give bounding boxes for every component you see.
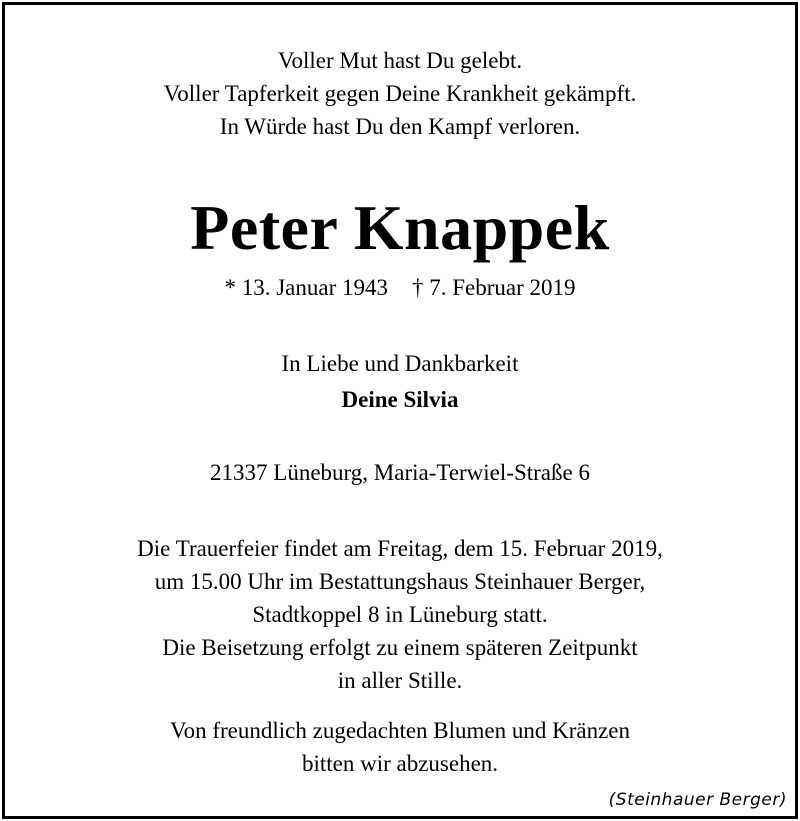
death-date: † 7. Februar 2019: [412, 275, 576, 300]
funeral-home-signature: (Steinhauer Berger): [608, 790, 787, 810]
service-line: Die Trauerfeier findet am Freitag, dem 15. Februar 2019,: [137, 536, 663, 561]
intro-line: In Würde hast Du den Kampf verloren.: [219, 114, 581, 139]
address: 21337 Lüneburg, Maria-Terwiel-Straße 6: [210, 460, 590, 485]
obituary-notice: [2, 2, 798, 819]
service-line: Die Beisetzung erfolgt zu einem späteren Zeitpunkt: [162, 635, 638, 660]
closing-line: Von freundlich zugedachten Blumen und Kränzen: [169, 718, 631, 743]
service-line: in aller Stille.: [337, 668, 463, 693]
service-line: Stadtkoppel 8 in Lüneburg statt.: [252, 602, 548, 627]
farewell-line: In Liebe und Dankbarkeit: [281, 351, 519, 376]
life-dates: [5, 275, 795, 301]
intro-line: Voller Mut hast Du gelebt.: [277, 48, 523, 73]
intro-line: Voller Tapferkeit gegen Deine Krankheit gekämpft.: [163, 81, 637, 106]
birth-date: * 13. Januar 1943: [224, 275, 388, 300]
farewell-from: Deine Silvia: [341, 387, 459, 412]
deceased-name: Peter Knappek: [190, 192, 610, 263]
closing-line: bitten wir abzusehen.: [301, 751, 499, 776]
service-line: um 15.00 Uhr im Bestattungshaus Steinhauer Berger,: [154, 569, 646, 594]
